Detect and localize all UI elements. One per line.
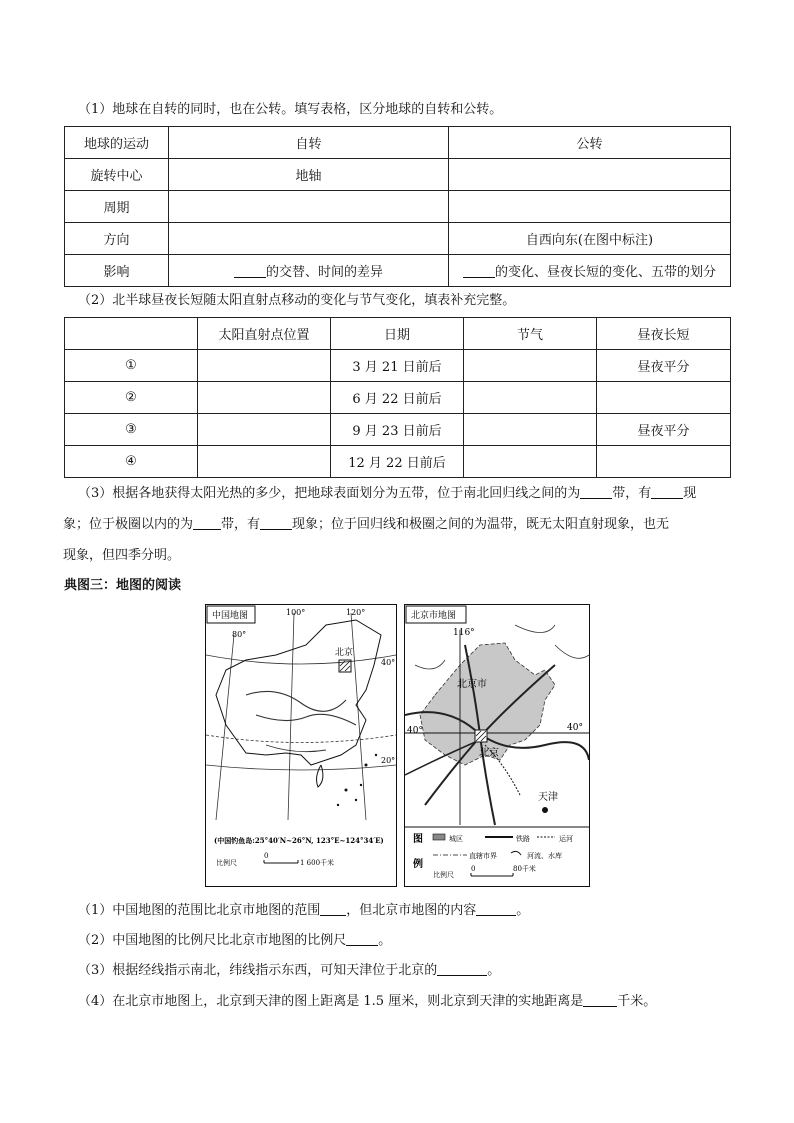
beijing-map-title: 北京市地图 [411,611,457,621]
table-row [65,255,731,287]
legend-city-swatch [433,834,445,840]
q3-line-1: （3）根据各地获得太阳光热的多少，把地球表面划分为五带，位于南北回归线之间的为 带，有 现 [78,486,697,501]
section-title: 典图三：地图的阅读 [64,578,182,593]
beijing-map-lat-40-right: 40° [567,723,583,733]
table-cell[interactable] [169,223,449,255]
table-cell: 自西向东(在图中标注) [449,223,731,255]
china-map-scale-value: 1 600千米 [300,859,335,867]
beijing-map-lat-40-left: 40° [407,726,423,736]
china-map-drawing [206,605,396,886]
q3-line-2: 象；位于极圈以内的为 带，有 现象；位于回归线和极圈之间的为温带，既无太阳直射现象，也无 [63,517,670,532]
table-cell: 6 月 22 日前后 [331,382,464,414]
table-cell: 3 月 21 日前后 [331,350,464,382]
table-cell: 12 月 22 日前后 [331,446,464,478]
q1-intro: （1）地球在自转的同时，也在公转。填写表格，区分地球的自转和公转。 [78,102,503,117]
answer-blank[interactable] [463,263,495,278]
china-map-scale-zero: 0 [264,852,269,860]
table-header-cell: 节气 [464,318,597,350]
row-number: ④ [65,446,198,478]
table-cell[interactable] [198,446,331,478]
legend-char-1: 图 [413,834,423,845]
table-cell[interactable] [597,382,731,414]
table-cell[interactable] [198,414,331,446]
map-question-3: （3）根据经线指示南北，纬线指示东西，可知天津位于北京的 。 [78,963,501,978]
table-cell: 昼夜平分 [597,350,731,382]
table-cell[interactable] [198,382,331,414]
china-map-scale-label: 比例尺 [216,859,237,867]
china-map-title: 中国地图 [212,611,249,621]
beijing-map-beijing-label: 北京 [479,748,499,759]
china-map-lon-100: 100° [286,608,306,617]
table-row [65,350,731,382]
table-header-cell: 太阳直射点位置 [198,318,331,350]
table-header-cell: 日期 [331,318,464,350]
legend-boundary: 直辖市界 [469,852,497,860]
table-header-row [65,127,731,159]
row-label: 旋转中心 [65,159,169,191]
table-cell[interactable] [464,414,597,446]
china-map [205,604,397,887]
table-row [65,191,731,223]
answer-blank[interactable] [234,263,266,278]
beijing-map-scale-value: 80千米 [513,865,536,873]
table-cell[interactable] [169,191,449,223]
row-number: ② [65,382,198,414]
table-cell[interactable] [597,446,731,478]
table-row [65,382,731,414]
rotation-revolution-table [64,126,731,287]
legend-river: 河流、水库 [527,852,562,860]
answer-blank[interactable] [193,515,221,530]
map-question-4: （4）在北京市地图上，北京到天津的图上距离是 1.5 厘米，则北京到天津的实地距离是 千米。 [78,994,657,1009]
china-map-beijing-label: 北京 [335,648,354,658]
table-header-cell [65,318,198,350]
legend-canal: 运河 [559,835,573,843]
table-cell[interactable] [464,350,597,382]
table-cell: 昼夜平分 [597,414,731,446]
legend-city: 城区 [449,835,463,843]
table-header-cell: 自转 [169,127,449,159]
answer-blank[interactable] [437,961,487,976]
beijing-map-scale-label: 比例尺 [433,871,454,879]
beijing-map-lon-116: 116° [453,628,475,638]
answer-blank[interactable] [346,931,378,946]
china-map-lon-80: 80° [232,630,247,639]
table-cell[interactable] [449,159,731,191]
table-header-cell: 公转 [449,127,731,159]
beijing-map [404,604,590,887]
table-cell: 的变化、昼夜长短的变化、五带的划分 [449,255,731,287]
china-map-lat-20: 20° [381,756,396,765]
map-question-1: （1）中国地图的范围比北京市地图的范围 ，但北京市地图的内容 。 [78,903,530,918]
answer-blank[interactable] [583,992,617,1007]
answer-blank[interactable] [476,901,516,916]
row-number: ① [65,350,198,382]
legend-char-2: 例 [413,859,423,870]
map-question-2: （2）中国地图的比例尺比北京市地图的比例尺 。 [78,933,392,948]
table-cell: 的交替、时间的差异 [169,255,449,287]
china-map-lat-40: 40° [381,658,396,667]
legend-rail: 铁路 [516,835,530,843]
table-row [65,223,731,255]
row-label: 影响 [65,255,169,287]
table-cell[interactable] [464,446,597,478]
table-header-cell: 地球的运动 [65,127,169,159]
q3-line-3: 现象，但四季分明。 [63,548,181,563]
table-row [65,414,731,446]
q2-intro: （2）北半球昼夜长短随太阳直射点移动的变化与节气变化，填表补充完整。 [78,293,516,308]
table-row [65,159,731,191]
beijing-map-scale-zero: 0 [471,865,476,873]
answer-blank[interactable] [651,484,683,499]
table-header-row [65,318,731,350]
china-map-lon-120: 120° [346,608,366,617]
row-label: 周期 [65,191,169,223]
table-cell: 9 月 23 日前后 [331,414,464,446]
beijing-map-drawing [405,605,589,886]
answer-blank[interactable] [320,901,346,916]
beijing-map-city-label: 北京市 [457,679,487,690]
china-map-diaoyu-note: (中国钓鱼岛:25°40′N~26°N, 123°E~124°34′E) [214,836,384,845]
table-cell: 地轴 [169,159,449,191]
answer-blank[interactable] [260,515,292,530]
row-label: 方向 [65,223,169,255]
table-cell[interactable] [464,382,597,414]
solar-term-table [64,317,731,478]
table-header-cell: 昼夜长短 [597,318,731,350]
table-row [65,446,731,478]
row-number: ③ [65,414,198,446]
beijing-map-tianjin-label: 天津 [538,792,558,803]
table-cell[interactable] [198,350,331,382]
table-cell[interactable] [449,191,731,223]
answer-blank[interactable] [580,484,612,499]
